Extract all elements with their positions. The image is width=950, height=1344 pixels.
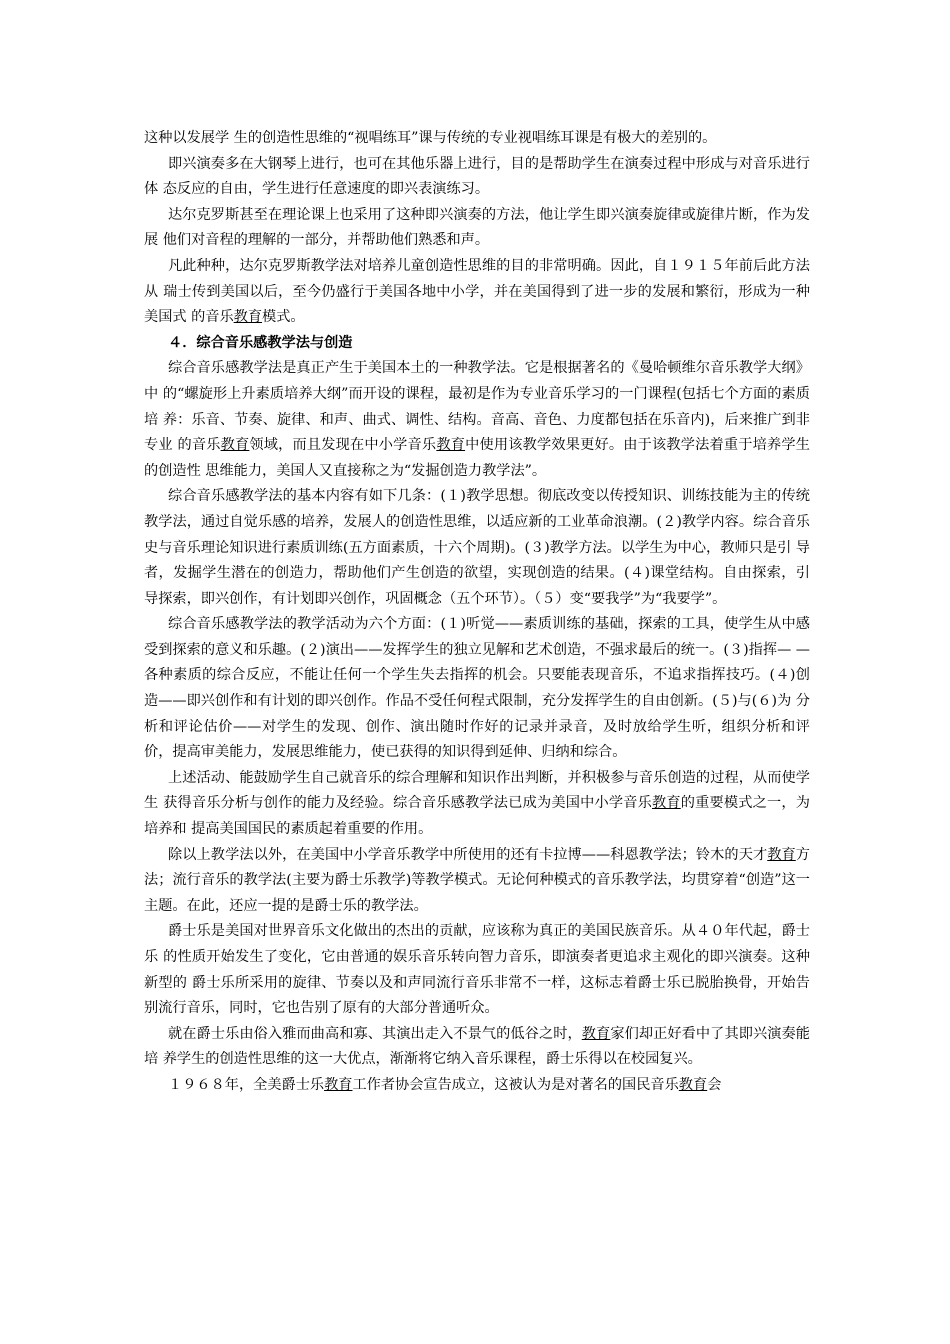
paragraph xyxy=(144,484,810,612)
text-segment: 除以上教学法以外，在美国中小学音乐教学中所使用的还有卡拉博——科恩教学法；铃木的天才 xyxy=(168,846,768,863)
paragraph xyxy=(144,1022,810,1073)
text-segment: 家们却正好看中了其即兴演奏能培 养学生的创造性思维的这一大优点，渐渐将它纳入音乐课程，爵士乐得以在校园复兴。 xyxy=(144,1025,810,1068)
paragraph xyxy=(144,766,810,843)
term-link[interactable]: 教育 xyxy=(324,1076,353,1093)
section-heading xyxy=(144,331,810,357)
term-link[interactable]: 教育 xyxy=(436,437,466,454)
text-segment: 即兴演奏多在大钢琴上进行，也可在其他乐器上进行，目的是帮助学生在演奏过程中形成与对音乐进行体 态反应的自由，学生进行任意速度的即兴表演练习。 xyxy=(144,155,810,198)
text-segment: 爵士乐是美国对世界音乐文化做出的杰出的贡献，应该称为真正的美国民族音乐。从４０年代起，爵士乐 的性质开始发生了变化，它由普通的娱乐音乐转向智力音乐，即演奏者更追求主观化的即兴演奏。这种新型的 爵士乐所采用的旋律、节奏以及和声同流行音乐非常不一样，这标志着爵士乐已脱胎换骨，开始告别流行音乐，同时，它也告别了原有的大部分普通听众。 xyxy=(144,923,810,1017)
text-segment: 综合音乐感教学法的教学活动为六个方面：(１)听觉——素质训练的基础，探索的工具，使学生从中感 受到探索的意义和乐趣。(２)演出——发挥学生的独立见解和艺术创造，不强求最后的统一。(３)指挥— —各种素质的综合反应，不能让任何一个学生失去指挥的机会。只要能表现音乐，不追求指挥技巧。(４)创 造——即兴创作和有计划的即兴创作。作品不受任何程式限制，充分发挥学生的自由创新。(５)与(６)为 分析和评论估价——对学生的发现、创作、演出随时作好的记录并录音，及时放给学生听，组织分析和评价，提高审美能力，发展思维能力，使已获得的知识得到延伸、归纳和综合。 xyxy=(144,616,810,761)
paragraph xyxy=(144,126,810,152)
paragraph xyxy=(144,1073,810,1099)
text-segment: 凡此种种，达尔克罗斯教学法对培养儿童创造性思维的目的非常明确。因此，自１９１５年前后此方法从 瑞士传到美国以后，至今仍盛行于美国各地中小学，并在美国得到了进一步的发展和繁衍，形成为一种美国式 的音乐 xyxy=(144,257,810,326)
term-link[interactable]: 教育 xyxy=(678,1076,708,1093)
paragraph xyxy=(144,254,810,331)
text-segment: 工作者协会宣告成立，这被认为是对著名的国民音乐 xyxy=(352,1076,679,1093)
text-segment: 这种以发展学 生的创造性思维的“视唱练耳”课与传统的专业视唱练耳课是有极大的差别的。 xyxy=(144,130,717,146)
text-segment: １９６８年，全美爵士乐 xyxy=(168,1076,325,1093)
text-segment: 综合音乐感教学法的基本内容有如下几条：(１)教学思想。彻底改变以传授知识、训练技能为主的传统 教学法，通过自觉乐感的培养，发展人的创造性思维，以适应新的工业革命浪潮。(２)教学内容。综合音乐 史与音乐理论知识进行素质训练(五方面素质，十六个周期)。(３)教学方法。以学生为中心，教师只是引 导者，发掘学生潜在的创造力，帮助他们产生创造的欲望，实现创造的结果。(４)课堂结构。自由探索，引 导探索，即兴创作，有计划即兴创作，巩固概念（五个环节）。（５）变“要我学”为“我要学”。 xyxy=(144,488,810,607)
term-link[interactable]: 教育 xyxy=(233,309,263,326)
text-segment: 上述活动、能鼓励学生自己就音乐的综合理解和知识作出判断，并积极参与音乐创造的过程，从而使学生 获得音乐分析与创作的能力及经验。综合音乐感教学法已成为美国中小学音乐 xyxy=(144,769,810,812)
document-body xyxy=(144,126,810,1099)
paragraph xyxy=(144,612,810,766)
paragraph xyxy=(144,203,810,254)
paragraph xyxy=(144,843,810,920)
text-segment: 综合音乐感教学法是真正产生于美国本土的一种教学法。它是根据著名的《曼哈顿维尔音乐教学大纲》中 的“螺旋形上升素质培养大纲”而开设的课程，最初是作为专业音乐学习的一门课程(包括七个方面的素质培 养：乐音、节奏、旋律、和声、曲式、调性、结构。音高、音色、力度都包括在乐音内)，后来推广到非专业 的音乐 xyxy=(144,360,810,454)
text-segment: 会 xyxy=(707,1076,722,1093)
text-segment: 中使用该教学效果更好。由于该教学法着重于培养学生的创造性 思维能力，美国人又直接称之为“发掘创造力教学法”。 xyxy=(144,437,810,479)
paragraph xyxy=(144,152,810,203)
term-link[interactable]: 教育 xyxy=(651,795,681,812)
text-segment: 的重要模式之一，为培养和 提高美国国民的素质起着重要的作用。 xyxy=(144,795,810,838)
term-link[interactable]: 教育 xyxy=(767,846,796,863)
term-link[interactable]: 教育 xyxy=(220,437,250,454)
term-link[interactable]: 教育 xyxy=(581,1025,611,1042)
paragraph xyxy=(144,919,810,1021)
text-segment: 达尔克罗斯甚至在理论课上也采用了这种即兴演奏的方法，他让学生即兴演奏旋律或旋律片断，作为发展 他们对音程的理解的一部分，并帮助他们熟悉和声。 xyxy=(144,206,810,249)
text-segment: ４．综合音乐感教学法与创造 xyxy=(168,334,353,351)
paragraph xyxy=(144,356,810,484)
text-segment: 模式。 xyxy=(262,309,305,326)
text-segment: 领域，而且发现在中小学音乐 xyxy=(249,437,437,454)
text-segment: 方法；流行音乐的教学法(主要为爵士乐教学)等教学模式。无论何种模式的音乐教学法，均贯穿着“创造”这一 主题。在此，还应一提的是爵士乐的教学法。 xyxy=(144,846,810,914)
text-segment: 就在爵士乐由俗入雅而曲高和寡、其演出走入不景气的低谷之时， xyxy=(168,1025,582,1042)
